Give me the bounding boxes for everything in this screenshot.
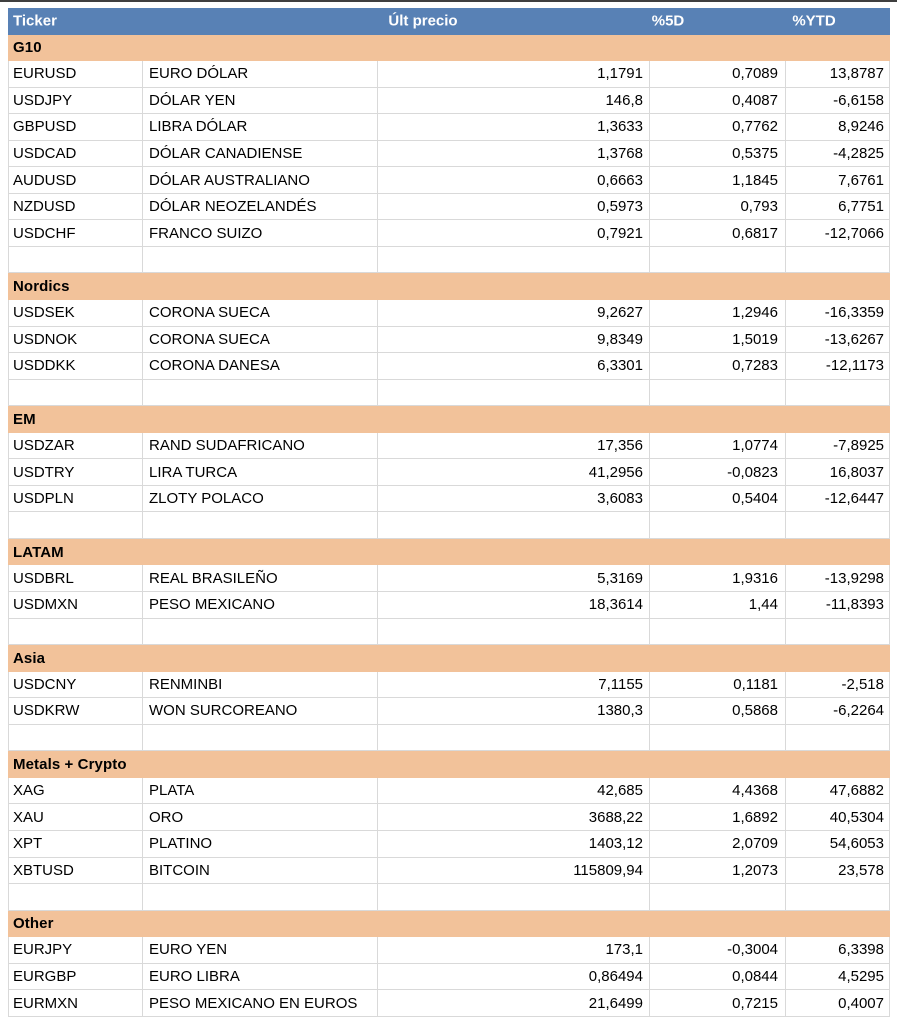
fx-table	[8, 8, 890, 1017]
pct5d-cell: 0,5868	[650, 698, 786, 724]
pct5d-cell: 0,4087	[650, 88, 786, 114]
name-cell: REAL BRASILEÑO	[143, 565, 378, 591]
empty-cell	[650, 725, 786, 751]
column-header-last-price: Últ precio	[388, 12, 458, 30]
pct5d-cell: 1,2946	[650, 300, 786, 326]
empty-cell	[9, 619, 143, 645]
ytd-cell: 23,578	[838, 861, 884, 879]
window-top-edge	[0, 0, 897, 2]
name-cell: PESO MEXICANO	[143, 592, 378, 618]
ytd-cell: -12,1173	[825, 357, 884, 375]
ytd-cell: -6,6158	[833, 91, 884, 109]
section-label: Asia	[13, 649, 46, 667]
section-header-asia	[8, 645, 890, 672]
spacer-row	[8, 725, 890, 752]
pct5d-cell: 1,1845	[650, 167, 786, 193]
price-cell: 1403,12	[378, 831, 650, 857]
ytd-cell: 54,6053	[829, 835, 884, 853]
pct5d-cell: 1,0774	[650, 433, 786, 459]
name-cell: PLATA	[143, 778, 378, 804]
ticker-cell: EURGBP	[9, 964, 143, 990]
table-row-usdkrw	[8, 698, 890, 725]
ticker-cell: EURMXN	[9, 990, 143, 1016]
empty-cell	[378, 380, 650, 406]
price-cell: 1,1791	[378, 61, 650, 87]
ytd-cell: 6,7751	[838, 198, 884, 216]
ytd-cell: -4,2825	[833, 145, 884, 162]
price-cell: 3688,22	[378, 804, 650, 830]
name-cell: CORONA SUECA	[143, 300, 378, 326]
empty-cell	[143, 247, 378, 273]
ticker-cell: USDNOK	[9, 327, 143, 353]
table-row-nzdusd	[8, 194, 890, 221]
pct5d-cell: 2,0709	[650, 831, 786, 857]
spacer-row	[8, 380, 890, 407]
table-row-xag	[8, 778, 890, 805]
pct5d-cell: 4,4368	[650, 778, 786, 804]
price-cell: 21,6499	[378, 990, 650, 1016]
section-header-nordics	[8, 273, 890, 300]
column-header-ytd-pct: %YTD	[792, 12, 836, 30]
ytd-cell: 6,3398	[838, 941, 884, 959]
table-row-xbtusd	[8, 858, 890, 885]
ytd-cell: -7,8925	[833, 437, 884, 455]
ticker-cell: GBPUSD	[9, 114, 143, 140]
name-cell: ZLOTY POLACO	[143, 486, 378, 512]
section-label: Metals + Crypto	[13, 756, 127, 774]
table-row-eurgbp	[8, 964, 890, 991]
price-cell: 0,6663	[378, 167, 650, 193]
pct5d-cell: 0,6817	[650, 220, 786, 246]
table-row-xau	[8, 804, 890, 831]
table-row-eurusd	[8, 61, 890, 88]
pct5d-cell: 0,7283	[650, 353, 786, 379]
name-cell: DÓLAR YEN	[143, 88, 378, 114]
table-row-usdnok	[8, 327, 890, 354]
price-cell: 42,685	[378, 778, 650, 804]
name-cell: FRANCO SUIZO	[143, 220, 378, 246]
ytd-cell: 16,8037	[829, 463, 884, 481]
empty-cell	[143, 512, 378, 538]
pct5d-cell: -0,0823	[650, 459, 786, 485]
name-cell: DÓLAR AUSTRALIANO	[143, 167, 378, 193]
table-row-usdjpy	[8, 88, 890, 115]
spacer-row	[8, 512, 890, 539]
name-cell: DÓLAR CANADIENSE	[143, 141, 378, 167]
ticker-cell: XAG	[9, 778, 143, 804]
ticker-cell: EURJPY	[9, 937, 143, 963]
ytd-cell: -6,2264	[833, 702, 884, 720]
empty-cell	[378, 512, 650, 538]
table-row-usdcad	[8, 141, 890, 168]
ytd-cell: -16,3359	[824, 304, 884, 322]
pct5d-cell: 0,5404	[650, 486, 786, 512]
section-label: EM	[13, 410, 36, 428]
name-cell: PESO MEXICANO EN EUROS	[143, 990, 378, 1016]
empty-cell	[786, 884, 889, 910]
column-header-ticker: Ticker	[13, 12, 57, 30]
ytd-cell: -11,8393	[825, 596, 884, 614]
name-cell: PLATINO	[143, 831, 378, 857]
table-row-usdbrl	[8, 565, 890, 592]
empty-cell	[650, 619, 786, 645]
price-cell: 146,8	[378, 88, 650, 114]
name-cell: WON SURCOREANO	[143, 698, 378, 724]
ticker-cell: XBTUSD	[9, 858, 143, 884]
empty-cell	[9, 380, 143, 406]
ticker-cell: USDCNY	[9, 672, 143, 698]
section-header-latam	[8, 539, 890, 566]
ytd-cell: 13,8787	[829, 65, 884, 83]
ytd-cell: -13,6267	[824, 330, 884, 348]
ticker-cell: USDKRW	[9, 698, 143, 724]
table-row-usdchf	[8, 220, 890, 247]
name-cell: LIBRA DÓLAR	[143, 114, 378, 140]
name-cell: EURO YEN	[143, 937, 378, 963]
table-row-eurjpy	[8, 937, 890, 964]
section-label: Other	[13, 915, 54, 933]
table-header-row	[8, 8, 890, 35]
empty-cell	[378, 884, 650, 910]
ticker-cell: USDPLN	[9, 486, 143, 512]
price-cell: 1,3768	[378, 141, 650, 167]
table-row-usdsek	[8, 300, 890, 327]
table-row-gbpusd	[8, 114, 890, 141]
ticker-cell: NZDUSD	[9, 194, 143, 220]
section-label: G10	[13, 39, 42, 57]
empty-cell	[786, 512, 889, 538]
empty-cell	[378, 247, 650, 273]
table-row-usdtry	[8, 459, 890, 486]
spacer-row	[8, 247, 890, 274]
price-cell: 18,3614	[378, 592, 650, 618]
name-cell: LIRA TURCA	[143, 459, 378, 485]
ytd-cell: 7,6761	[838, 171, 884, 189]
ticker-cell: XAU	[9, 804, 143, 830]
name-cell: CORONA DANESA	[143, 353, 378, 379]
ticker-cell: USDCHF	[9, 220, 143, 246]
price-cell: 17,356	[378, 433, 650, 459]
table-row-usdzar	[8, 433, 890, 460]
ytd-cell: 8,9246	[838, 118, 884, 136]
pct5d-cell: 0,7762	[650, 114, 786, 140]
price-cell: 1,3633	[378, 114, 650, 140]
table-row-xpt	[8, 831, 890, 858]
name-cell: DÓLAR NEOZELANDÉS	[143, 194, 378, 220]
table-row-usdmxn	[8, 592, 890, 619]
empty-cell	[9, 884, 143, 910]
name-cell: BITCOIN	[143, 858, 378, 884]
pct5d-cell: 1,44	[650, 592, 786, 618]
column-header-5d-pct: %5D	[651, 12, 685, 30]
section-header-metals-crypto	[8, 751, 890, 778]
name-cell: CORONA SUECA	[143, 327, 378, 353]
empty-cell	[143, 619, 378, 645]
empty-cell	[378, 619, 650, 645]
price-cell: 6,3301	[378, 353, 650, 379]
ticker-cell: USDSEK	[9, 300, 143, 326]
price-cell: 0,86494	[378, 964, 650, 990]
name-cell: RENMINBI	[143, 672, 378, 698]
ytd-cell: 4,5295	[838, 967, 884, 985]
empty-cell	[786, 380, 889, 406]
price-cell: 0,5973	[378, 194, 650, 220]
price-cell: 5,3169	[378, 565, 650, 591]
pct5d-cell: 1,6892	[650, 804, 786, 830]
table-row-usdcny	[8, 672, 890, 699]
price-cell: 41,2956	[378, 459, 650, 485]
pct5d-cell: 1,5019	[650, 327, 786, 353]
ytd-cell: 40,5304	[829, 808, 884, 826]
ytd-cell: -13,9298	[824, 569, 884, 587]
ticker-cell: USDMXN	[9, 592, 143, 618]
empty-cell	[786, 247, 889, 273]
pct5d-cell: 0,7089	[650, 61, 786, 87]
empty-cell	[650, 247, 786, 273]
table-row-eurmxn	[8, 990, 890, 1017]
pct5d-cell: 1,2073	[650, 858, 786, 884]
pct5d-cell: 0,793	[650, 194, 786, 220]
pct5d-cell: 1,9316	[650, 565, 786, 591]
spacer-row	[8, 619, 890, 646]
empty-cell	[143, 725, 378, 751]
price-cell: 9,2627	[378, 300, 650, 326]
section-header-em	[8, 406, 890, 433]
ytd-cell: -2,518	[841, 675, 884, 693]
empty-cell	[9, 247, 143, 273]
ticker-cell: AUDUSD	[9, 167, 143, 193]
section-label: LATAM	[13, 543, 64, 561]
section-header-g10	[8, 35, 890, 62]
empty-cell	[650, 380, 786, 406]
price-cell: 7,1155	[378, 672, 650, 698]
empty-cell	[9, 725, 143, 751]
name-cell: EURO LIBRA	[143, 964, 378, 990]
empty-cell	[143, 380, 378, 406]
ytd-cell: 0,4007	[838, 994, 884, 1012]
ytd-cell: 47,6882	[829, 782, 884, 800]
empty-cell	[650, 884, 786, 910]
empty-cell	[143, 884, 378, 910]
pct5d-cell: 0,0844	[650, 964, 786, 990]
ticker-cell: USDJPY	[9, 88, 143, 114]
ticker-cell: XPT	[9, 831, 143, 857]
empty-cell	[9, 512, 143, 538]
ticker-cell: EURUSD	[9, 61, 143, 87]
ticker-cell: USDZAR	[9, 433, 143, 459]
section-header-other	[8, 911, 890, 938]
ticker-cell: USDDKK	[9, 353, 143, 379]
empty-cell	[650, 512, 786, 538]
name-cell: EURO DÓLAR	[143, 61, 378, 87]
price-cell: 0,7921	[378, 220, 650, 246]
name-cell: ORO	[143, 804, 378, 830]
ticker-cell: USDCAD	[9, 141, 143, 167]
price-cell: 1380,3	[378, 698, 650, 724]
price-cell: 3,6083	[378, 486, 650, 512]
pct5d-cell: -0,3004	[650, 937, 786, 963]
pct5d-cell: 0,5375	[650, 141, 786, 167]
empty-cell	[378, 725, 650, 751]
table-row-audusd	[8, 167, 890, 194]
price-cell: 9,8349	[378, 327, 650, 353]
section-label: Nordics	[13, 278, 70, 296]
pct5d-cell: 0,7215	[650, 990, 786, 1016]
table-row-usdpln	[8, 486, 890, 513]
empty-cell	[786, 725, 889, 751]
ticker-cell: USDTRY	[9, 459, 143, 485]
price-cell: 115809,94	[378, 858, 650, 884]
empty-cell	[786, 619, 889, 645]
ytd-cell: -12,7066	[824, 224, 884, 242]
ytd-cell: -12,6447	[824, 490, 884, 508]
price-cell: 173,1	[378, 937, 650, 963]
ticker-cell: USDBRL	[9, 565, 143, 591]
pct5d-cell: 0,1181	[650, 672, 786, 698]
table-row-usddkk	[8, 353, 890, 380]
spacer-row	[8, 884, 890, 911]
name-cell: RAND SUDAFRICANO	[143, 433, 378, 459]
